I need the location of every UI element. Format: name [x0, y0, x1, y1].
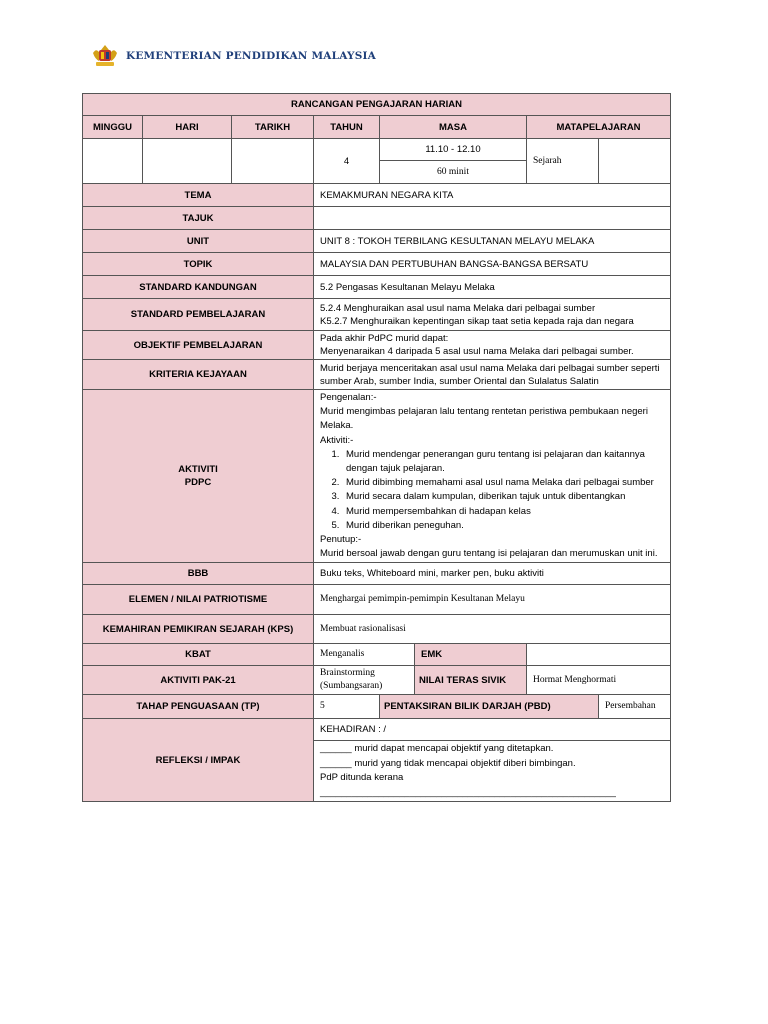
tahun-value: 4	[314, 139, 380, 184]
nilai-teras-value: Hormat Menghormati	[527, 666, 671, 695]
pbd-value: Persembahan	[599, 695, 671, 719]
refleksi-line: PdP ditunda kerana ________________________________________________________	[320, 772, 616, 798]
kps-label: KEMAHIRAN PEMIKIRAN SEJARAH (KPS)	[83, 615, 314, 644]
nilai-teras-label: NILAI TERAS SIVIK	[415, 666, 527, 695]
kbat-label: KBAT	[83, 644, 314, 666]
aktiviti-label-line: AKTIVITI	[178, 464, 218, 476]
page-header	[90, 42, 376, 70]
tajuk-label: TAJUK	[83, 207, 314, 230]
refleksi-content	[314, 741, 671, 802]
tp-label: TAHAP PENGUASAAN (TP)	[83, 695, 314, 719]
standard-pembelajaran-line: 5.2.4 Menghuraikan asal usul nama Melaka dari pelbagai sumber	[320, 302, 596, 314]
ministry-name: KEMENTERIAN PENDIDIKAN MALAYSIA	[126, 50, 376, 62]
lesson-plan-table	[82, 93, 671, 802]
list-item: 3. Murid secara dalam kumpulan, diberikan tajuk untuk dibentangkan	[342, 490, 664, 504]
kehadiran-value: KEHADIRAN : /	[314, 719, 671, 741]
list-item: 4. Murid mempersembahkan di hadapan kelas	[342, 505, 664, 519]
penutup-label: Penutup:-	[320, 534, 362, 546]
pengenalan-label: Pengenalan:-	[320, 392, 377, 403]
standard-pembelajaran-line: K5.2.7 Menghuraikan kepentingan sikap taat setia kepada raja dan negara	[320, 315, 634, 327]
unit-value: UNIT 8 : TOKOH TERBILANG KESULTANAN MELAYU MELAKA	[314, 230, 671, 253]
kriteria-label: KRITERIA KEJAYAAN	[83, 360, 314, 390]
hari-value	[143, 139, 232, 184]
elemen-label: ELEMEN / NILAI PATRIOTISME	[83, 585, 314, 615]
col-hari: HARI	[143, 116, 232, 139]
penutup-text: Murid bersoal jawab dengan guru tentang isi pelajaran dan merumuskan unit ini.	[320, 548, 658, 560]
unit-label: UNIT	[83, 230, 314, 253]
col-minggu: MINGGU	[83, 116, 143, 139]
tp-value: 5	[314, 695, 380, 719]
masa-time: 11.10 - 12.10	[380, 139, 527, 161]
col-masa: MASA	[380, 116, 527, 139]
bbb-value: Buku teks, Whiteboard mini, marker pen, buku aktiviti	[314, 563, 671, 585]
pbd-label: PENTAKSIRAN BILIK DARJAH (PBD)	[380, 695, 599, 719]
col-matapelajaran: MATAPELAJARAN	[527, 116, 671, 139]
bbb-label: BBB	[83, 563, 314, 585]
standard-kandungan-value: 5.2 Pengasas Kesultanan Melayu Melaka	[314, 276, 671, 299]
tarikh-value	[232, 139, 314, 184]
tema-value: KEMAKMURAN NEGARA KITA	[314, 184, 671, 207]
aktiviti-steps	[320, 448, 664, 533]
standard-kandungan-label: STANDARD KANDUNGAN	[83, 276, 314, 299]
elemen-value: Menghargai pemimpin-pemimpin Kesultanan Melayu	[314, 585, 671, 615]
masa-duration: 60 minit	[380, 161, 527, 184]
refleksi-line: ______ murid yang tidak mencapai objektif diberi bimbingan.	[320, 757, 576, 769]
objektif-line: Menyenaraikan 4 daripada 5 asal usul nama Melaka dari pelbagai sumber.	[320, 346, 634, 357]
aktiviti-label-line: PDPC	[184, 477, 212, 489]
minggu-value	[83, 139, 143, 184]
refleksi-line: ______ murid dapat mencapai objektif yang ditetapkan.	[320, 743, 554, 755]
extra-value	[599, 139, 671, 184]
aktiviti-label	[83, 390, 314, 563]
emk-value	[527, 644, 671, 666]
kps-value: Membuat rasionalisasi	[314, 615, 671, 644]
topik-label: TOPIK	[83, 253, 314, 276]
col-tarikh: TARIKH	[232, 116, 314, 139]
col-tahun: TAHUN	[314, 116, 380, 139]
objektif-value	[314, 331, 671, 360]
objektif-line: Pada akhir PdPC murid dapat:	[320, 333, 449, 344]
tema-label: TEMA	[83, 184, 314, 207]
subject-value: Sejarah	[527, 139, 599, 184]
objektif-label: OBJEKTIF PEMBELAJARAN	[83, 331, 314, 360]
list-item: 1. Murid mendengar penerangan guru tentang isi pelajaran dan kaitannya dengan tajuk pelajaran.	[342, 448, 664, 476]
topik-value: MALAYSIA DAN PERTUBUHAN BANGSA-BANGSA BERSATU	[314, 253, 671, 276]
list-item: 2. Murid dibimbing memahami asal usul nama Melaka dari pelbagai sumber	[342, 476, 664, 490]
refleksi-label: REFLEKSI / IMPAK	[83, 719, 314, 802]
aktiviti-sub-label: Aktiviti:-	[320, 434, 354, 446]
standard-pembelajaran-label: STANDARD PEMBELAJARAN	[83, 299, 314, 331]
standard-pembelajaran-value	[314, 299, 671, 331]
pak21-value: Brainstorming (Sumbangsaran)	[314, 666, 415, 695]
coat-of-arms-icon	[90, 43, 120, 69]
aktiviti-content	[314, 390, 671, 563]
tajuk-value	[314, 207, 671, 230]
table-title: RANCANGAN PENGAJARAN HARIAN	[83, 94, 671, 116]
kbat-value: Menganalis	[314, 644, 415, 666]
emk-label: EMK	[415, 644, 527, 666]
pak21-label: AKTIVITI PAK-21	[83, 666, 314, 695]
kriteria-value: Murid berjaya menceritakan asal usul nama Melaka dari pelbagai sumber seperti sumber Arab, sumber India, sumber Oriental dan Sulalatus Salatin	[314, 360, 671, 390]
list-item: 5. Murid diberikan peneguhan.	[342, 519, 664, 533]
pengenalan-text: Murid mengimbas pelajaran lalu tentang rentetan peristiwa pembukaan negeri Melaka.	[320, 406, 648, 432]
